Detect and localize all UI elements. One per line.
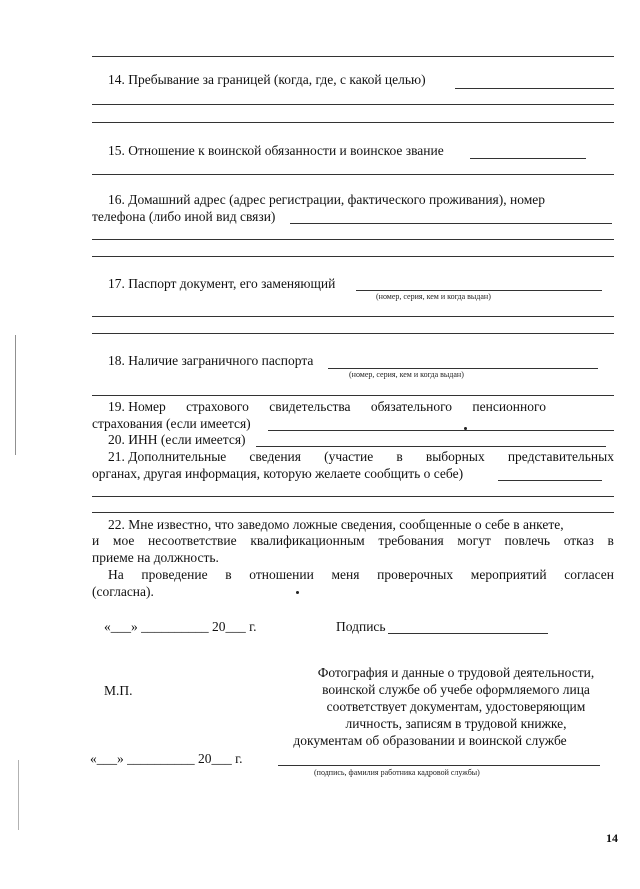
hr-date-field[interactable]: «___» __________ 20___ г. [90, 751, 243, 766]
q16-answer-line[interactable] [92, 256, 614, 257]
q22-word: в [607, 533, 614, 548]
q22-word: в [225, 567, 232, 582]
q19-word: 19. Номер [108, 399, 166, 414]
q22-word: повлечь [504, 533, 551, 548]
q21-label-line1 [108, 449, 614, 465]
q20-label: 20. ИНН (если имеется) [108, 432, 246, 447]
q22-word: отношении [249, 567, 314, 582]
q21-word: выборных [425, 449, 485, 464]
hr-statement-line: Фотография и данные о трудовой деятельности, [317, 665, 595, 680]
q22-line2 [92, 533, 614, 549]
scan-edge-mark [15, 335, 16, 455]
hr-signature-hint: (подпись, фамилия работника кадровой службы) [314, 768, 480, 777]
q21-answer-line[interactable] [498, 480, 602, 481]
hr-statement-line: документам об образовании и воинской службе [293, 733, 567, 748]
q14-answer-line[interactable] [92, 122, 614, 123]
q21-answer-line[interactable] [92, 496, 614, 497]
mp-stamp-label: М.П. [104, 683, 133, 698]
signature-line[interactable] [388, 633, 548, 634]
hr-statement-line: воинской службе об учебе оформляемого лица [322, 682, 590, 697]
q22-line4 [108, 567, 614, 583]
q19-label-line2: страхования (если имеется) [92, 416, 251, 431]
q22-word: проведение [141, 567, 208, 582]
q22-line1: 22. Мне известно, что заведомо ложные сведения, сообщенные о себе в анкете, [108, 517, 564, 532]
scan-dot [464, 427, 467, 430]
q17-answer-line[interactable] [356, 290, 602, 291]
q15-label: 15. Отношение к воинской обязанности и воинское звание [108, 143, 444, 158]
q21-word: 21. Дополнительные [108, 449, 227, 464]
q17-hint: (номер, серия, кем и когда выдан) [376, 292, 491, 301]
q16-answer-line[interactable] [290, 223, 612, 224]
signature-label: Подпись [336, 619, 386, 634]
scan-edge-mark [18, 760, 19, 830]
hr-statement-line: личность, записям в трудовой книжке, [345, 716, 567, 731]
q14-answer-line[interactable] [92, 104, 614, 105]
q17-answer-line[interactable] [92, 316, 614, 317]
scan-dot [296, 591, 299, 594]
answer-line[interactable] [92, 56, 614, 57]
q18-hint: (номер, серия, кем и когда выдан) [349, 370, 464, 379]
q22-word: мое [112, 533, 135, 548]
q14-answer-line[interactable] [455, 88, 614, 89]
q21-label-line2: органах, другая информация, которую желаете сообщить о себе) [92, 466, 464, 481]
q16-label-line2: телефона (либо иной вид связи) [92, 209, 276, 224]
q22-line3: приеме на должность. [92, 550, 219, 565]
q22-word: отказ [563, 533, 594, 548]
q17-label: 17. Паспорт документ, его заменяющий [108, 276, 336, 291]
sign-date-field[interactable]: «___» __________ 20___ г. [104, 619, 257, 634]
q22-word: согласен [564, 567, 614, 582]
q16-label-line1: 16. Домашний адрес (адрес регистрации, фактического проживания), номер [108, 192, 546, 207]
q22-word: несоответствие [148, 533, 237, 548]
q22-word: могут [457, 533, 491, 548]
q22-word: мероприятий [470, 567, 547, 582]
q19-word: свидетельства [269, 399, 351, 414]
q22-word: требования [378, 533, 444, 548]
q22-line5: (согласна). [92, 584, 154, 599]
page-number: 14 [606, 831, 618, 845]
q18-answer-line[interactable] [92, 395, 614, 396]
q20-answer-line[interactable] [256, 446, 606, 447]
q21-word: (участие [324, 449, 374, 464]
hr-statement-line: соответствует документам, удостоверяющим [326, 699, 586, 714]
q19-word: обязательного [370, 399, 453, 414]
q15-answer-line[interactable] [470, 158, 586, 159]
q21-answer-line[interactable] [92, 512, 614, 513]
q22-word: и [92, 533, 100, 548]
q22-word: проверочных [377, 567, 454, 582]
q18-label: 18. Наличие заграничного паспорта [108, 353, 314, 368]
q16-answer-line[interactable] [92, 239, 614, 240]
q22-word: квалификационным [250, 533, 365, 548]
q21-word: сведения [249, 449, 301, 464]
q19-word: пенсионного [472, 399, 546, 414]
q22-word: На [108, 567, 124, 582]
q22-word: меня [331, 567, 360, 582]
q21-word: в [396, 449, 403, 464]
q19-word: страхового [186, 399, 249, 414]
q21-word: представительных [507, 449, 614, 464]
q14-label: 14. Пребывание за границей (когда, где, с какой целью) [108, 72, 426, 87]
hr-signature-line[interactable] [278, 765, 600, 766]
q19-label-line1 [108, 399, 546, 415]
q17-answer-line[interactable] [92, 333, 614, 334]
q15-answer-line[interactable] [92, 174, 614, 175]
q18-answer-line[interactable] [328, 368, 598, 369]
q19-answer-line[interactable] [268, 430, 614, 431]
